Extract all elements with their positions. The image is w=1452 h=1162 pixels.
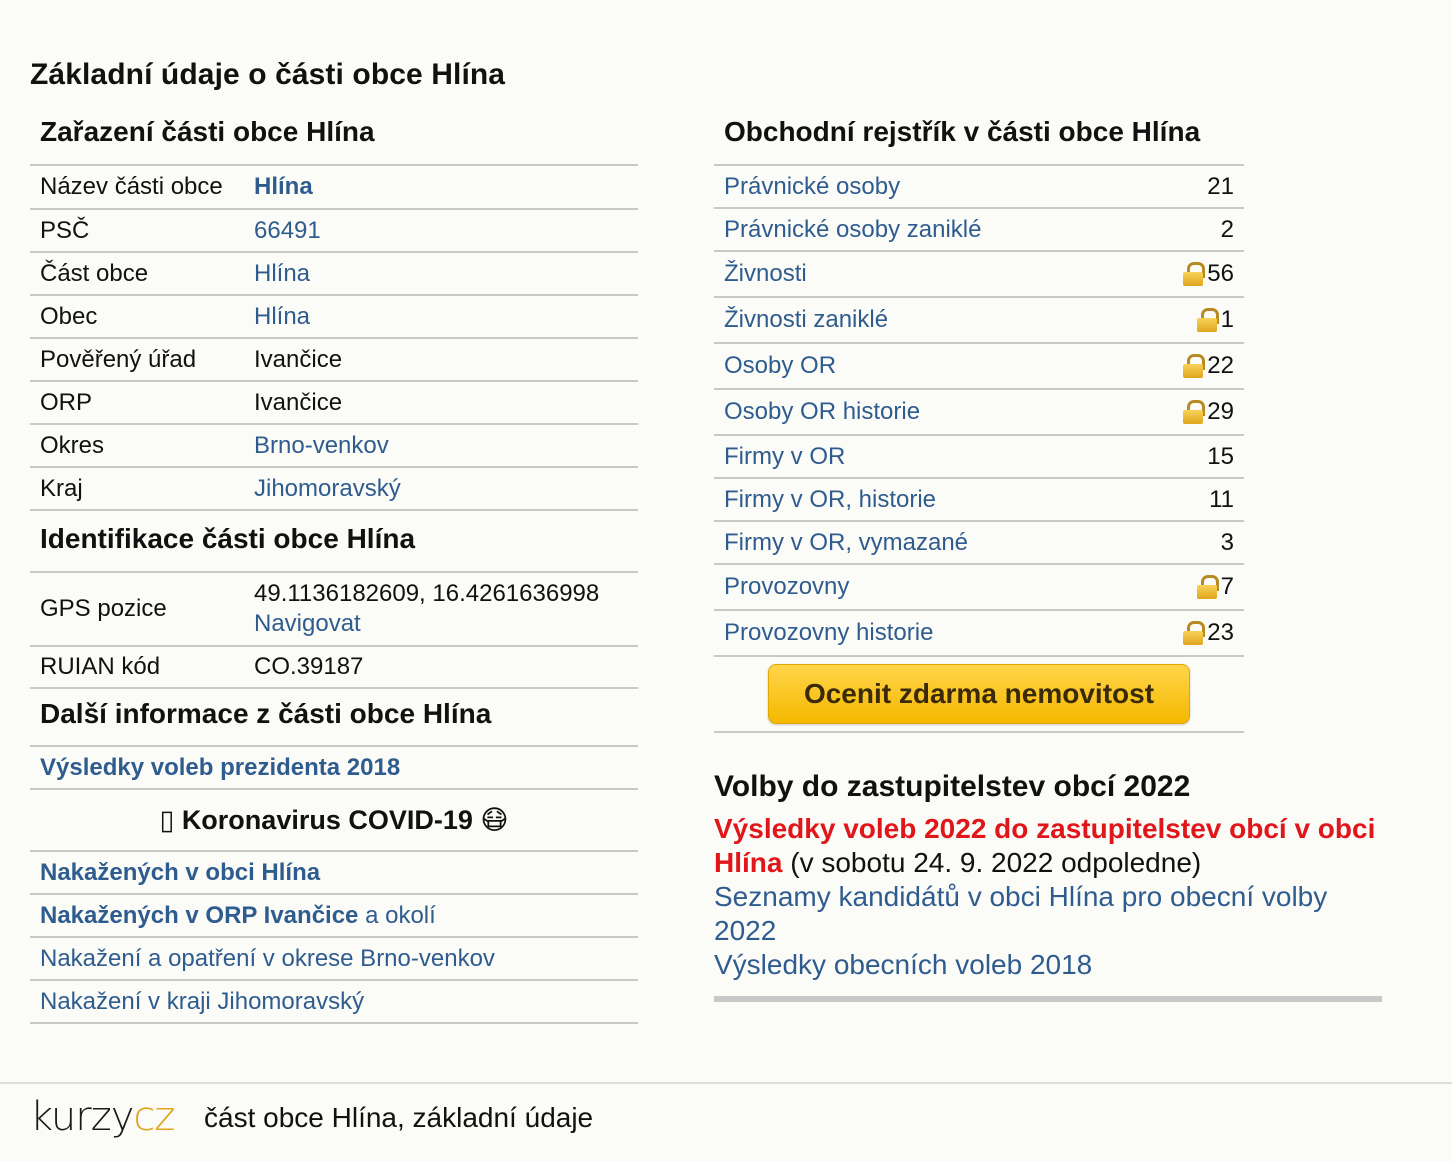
lock-icon [1183,262,1203,286]
nakazenych-obec-link[interactable]: Nakažených v obci Hlína [40,859,321,886]
table-row [30,424,638,467]
rejstrik-count [1183,260,1234,288]
psc-link[interactable]: 66491 [254,216,321,244]
rejstrik-link[interactable]: Firmy v OR, vymazané [724,528,969,556]
rejstrik-count [1221,529,1234,557]
covid-heading [30,790,638,852]
rejstrik-count [1197,573,1234,601]
zarazeni-table [30,166,638,511]
rejstrik-row [714,390,1244,436]
obec-link[interactable]: Hlína [254,302,311,330]
rejstrik-link[interactable]: Právnické osoby zaniklé [724,215,982,243]
lock-icon [1197,575,1217,599]
table-row [30,166,638,209]
rejstrik-link[interactable]: Provozovny [724,573,850,600]
page-title: Základní údaje o části obce Hlína [30,58,506,91]
table-row [30,338,638,381]
identifikace-table [30,573,638,689]
ruian-value: CO.39187 [242,646,638,688]
dalsi-heading: Další informace z části obce Hlína [30,689,638,747]
rejstrik-link[interactable]: Firmy v OR [724,442,846,470]
rejstrik-count [1207,443,1234,471]
nazev-casti-link[interactable]: Hlína [254,173,313,200]
table-row [30,467,638,510]
count-value: 56 [1207,260,1234,287]
table-row [30,209,638,252]
table-row [30,573,638,646]
row-key: Název části obce [30,166,242,209]
a-okoli-text: a okolí [358,902,436,929]
row-key: Pověřený úřad [30,338,242,381]
zarazeni-heading: Zařazení části obce Hlína [30,112,638,166]
identifikace-heading: Identifikace části obce Hlína [30,511,638,573]
table-row [30,295,638,338]
count-value: 2 [1220,215,1234,243]
row-key: Část obce [30,252,242,295]
rejstrik-count [1221,216,1234,244]
rejstrik-heading: Obchodní rejstřík v části obce Hlína [714,112,1244,166]
nakazenych-orp-link[interactable]: Nakažených v ORP Ivančice [40,902,359,929]
rejstrik-row [714,565,1244,611]
rejstrik-count [1207,173,1234,201]
row-key: Kraj [30,467,242,510]
count-value: 1 [1220,306,1234,333]
gps-value: 49.1136182609, 16.4261636998 [254,580,600,607]
kraj-link[interactable]: Jihomoravský [254,474,401,502]
count-value: 22 [1207,352,1234,379]
count-value: 11 [1209,485,1234,513]
footer [0,1082,1452,1162]
rejstrik-link[interactable]: Živnosti zaniklé [724,306,889,333]
row-key: ORP [30,381,242,424]
kraj-covid-link[interactable]: Nakažení v kraji Jihomoravský [40,988,365,1015]
okres-link[interactable]: Brno-venkov [254,431,389,459]
row-key: Obec [30,295,242,338]
table-row [30,381,638,424]
okres-covid-link[interactable]: Nakažení a opatření v okrese Brno-venkov [40,945,495,972]
count-value: 21 [1207,172,1234,200]
divider [714,996,1382,1002]
list-item [30,895,638,938]
count-value: 15 [1207,442,1234,470]
rejstrik-row [714,298,1244,344]
row-value: Ivančice [242,338,638,381]
rejstrik-count [1197,306,1234,334]
list-item [30,981,638,1024]
cta-wrapper [714,657,1244,733]
rejstrik-count [1209,486,1234,514]
rejstrik-link[interactable]: Živnosti [724,260,807,287]
rejstrik-row [714,166,1244,209]
lock-icon [1183,621,1203,645]
right-column [714,112,1244,733]
count-value: 3 [1220,528,1234,556]
rejstrik-link[interactable]: Právnické osoby [724,172,901,200]
row-key: PSČ [30,209,242,252]
rejstrik-row [714,611,1244,657]
covid-title: Koronavirus COVID-19 [181,805,473,835]
table-row [30,252,638,295]
covid-prefix-glyph: ▯ [159,805,175,835]
row-value: Ivančice [242,381,638,424]
rejstrik-row [714,252,1244,298]
ruian-key: RUIAN kód [30,646,242,688]
list-item [30,852,638,895]
rejstrik-list [714,166,1244,657]
count-value: 29 [1207,398,1234,425]
vysledky-2022-link[interactable]: Výsledky voleb 2022 do zastupitelstev obcí v obci Hlína [714,813,1376,878]
rejstrik-link[interactable]: Firmy v OR, historie [724,485,937,513]
kandidati-link[interactable]: Seznamy kandidátů v obci Hlína pro obecní volby 2022 [714,881,1328,946]
list-item [30,747,638,790]
lock-icon [1197,308,1217,332]
navigovat-link[interactable]: Navigovat [254,610,361,637]
ocenit-nemovitost-button[interactable]: Ocenit zdarma nemovitost [768,664,1190,724]
rejstrik-count [1183,352,1234,380]
rejstrik-link[interactable]: Osoby OR historie [724,398,921,425]
rejstrik-row [714,209,1244,252]
rejstrik-link[interactable]: Provozovny historie [724,619,934,646]
rejstrik-row [714,436,1244,479]
mask-face-icon: 😷 [480,805,509,835]
rejstrik-count [1183,619,1234,647]
volby-2022-paragraph [714,812,1382,880]
list-item [30,938,638,981]
vysledky-2018-link[interactable]: Výsledky obecních voleb 2018 [714,949,1093,980]
rejstrik-row [714,522,1244,565]
row-key: Okres [30,424,242,467]
table-row [30,646,638,688]
rejstrik-count [1183,398,1234,426]
footer-text: část obce Hlína, základní údaje [204,1102,594,1133]
lock-icon [1183,400,1203,424]
volby-heading: Volby do zastupitelstev obcí 2022 [714,770,1191,803]
rejstrik-link[interactable]: Osoby OR [724,352,837,379]
count-value: 23 [1207,619,1234,646]
rejstrik-row [714,479,1244,522]
left-column [30,112,638,1024]
gps-key: GPS pozice [30,573,242,646]
lock-icon [1183,354,1203,378]
rejstrik-row [714,344,1244,390]
volby-section [714,770,1382,1002]
volby-prezidenta-link[interactable]: Výsledky voleb prezidenta 2018 [40,754,401,781]
kurzy-logo[interactable]: kurzycz [30,1094,175,1140]
count-value: 7 [1220,573,1234,600]
cast-obce-link[interactable]: Hlína [254,259,311,287]
volby-2022-note: (v sobotu 24. 9. 2022 odpoledne) [782,847,1202,878]
